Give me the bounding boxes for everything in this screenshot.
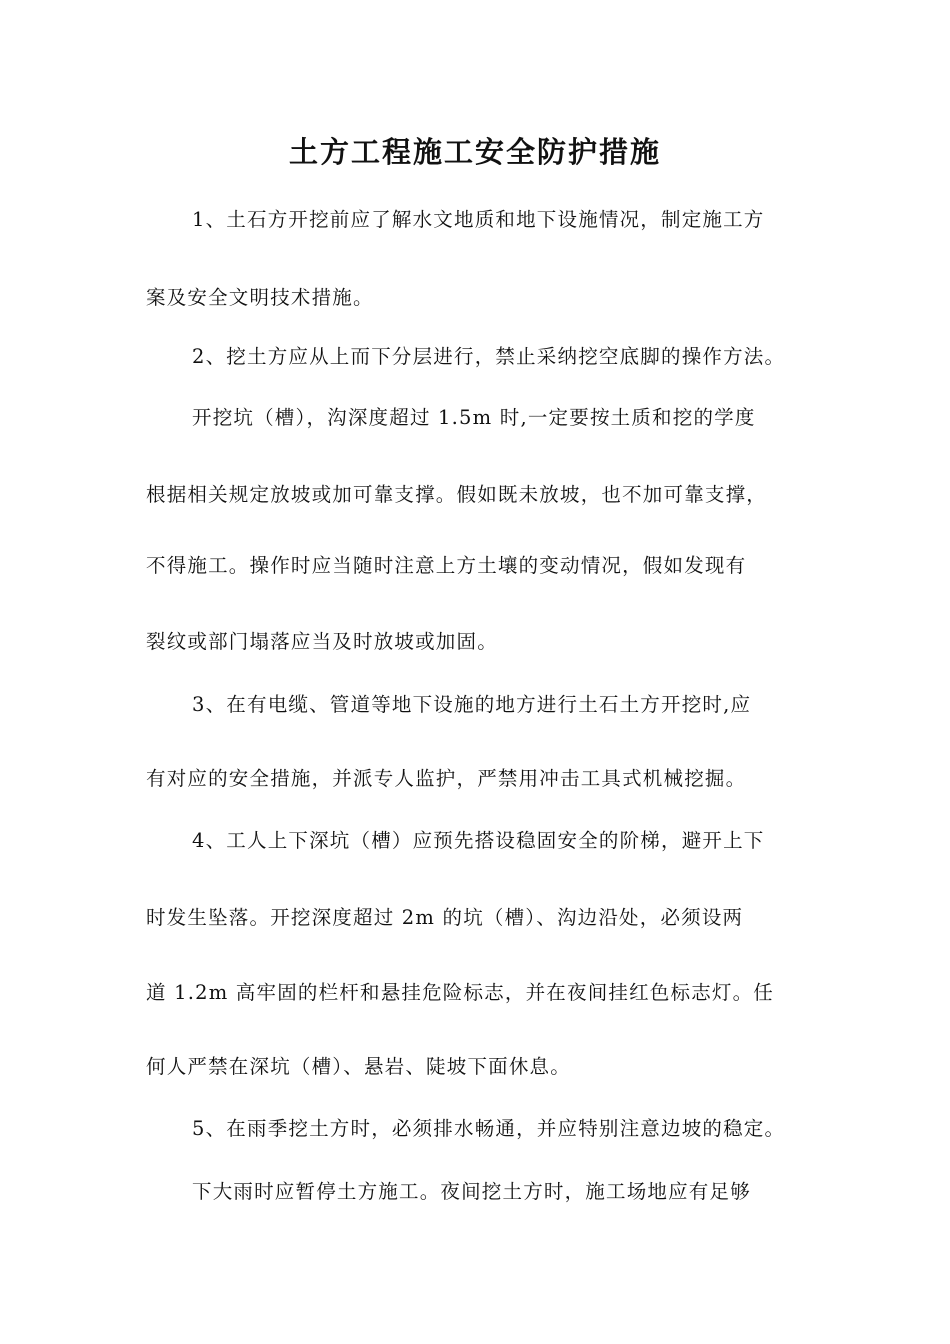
text-line: 裂纹或部门塌落应当及时放坡或加固。 [146,630,498,653]
text-line: 4、工人上下深坑（槽）应预先搭设稳固安全的阶梯，避开上下 [192,829,765,852]
text-line: 案及安全文明技术措施。 [146,286,374,309]
text-line: 3、在有电缆、管道等地下设施的地方进行土石土方开挖时,应 [192,693,752,716]
text-line: 根据相关规定放坡或加可靠支撑。假如既未放坡，也不加可靠支撑， [146,483,768,506]
text-line: 有对应的安全措施，并派专人监护，严禁用冲击工具式机械挖掘。 [146,767,747,790]
text-line: 时发生坠落。开挖深度超过 2m 的坑（槽）、沟边沿处，必须设两 [146,906,744,929]
text-line: 不得施工。操作时应当随时注意上方土壤的变动情况，假如发现有 [146,554,747,577]
text-line: 2、挖土方应从上而下分层进行，禁止采纳挖空底脚的操作方法。 [192,345,786,368]
text-line: 1、土石方开挖前应了解水文地质和地下设施情况，制定施工方 [192,208,765,231]
text-line: 下大雨时应暂停土方施工。夜间挖土方时，施工场地应有足够 [192,1180,751,1203]
text-line: 开挖坑（槽），沟深度超过 1.5m 时,一定要按土质和挖的学度 [192,406,756,429]
text-line: 何人严禁在深坑（槽）、悬岩、陡坡下面休息。 [146,1055,571,1078]
document-title: 土方工程施工安全防护措施 [288,135,661,169]
text-line: 5、在雨季挖土方时，必须排水畅通，并应特别注意边坡的稳定。 [192,1117,786,1140]
text-line: 道 1.2m 高牢固的栏杆和悬挂危险标志，并在夜间挂红色标志灯。任 [146,981,774,1004]
